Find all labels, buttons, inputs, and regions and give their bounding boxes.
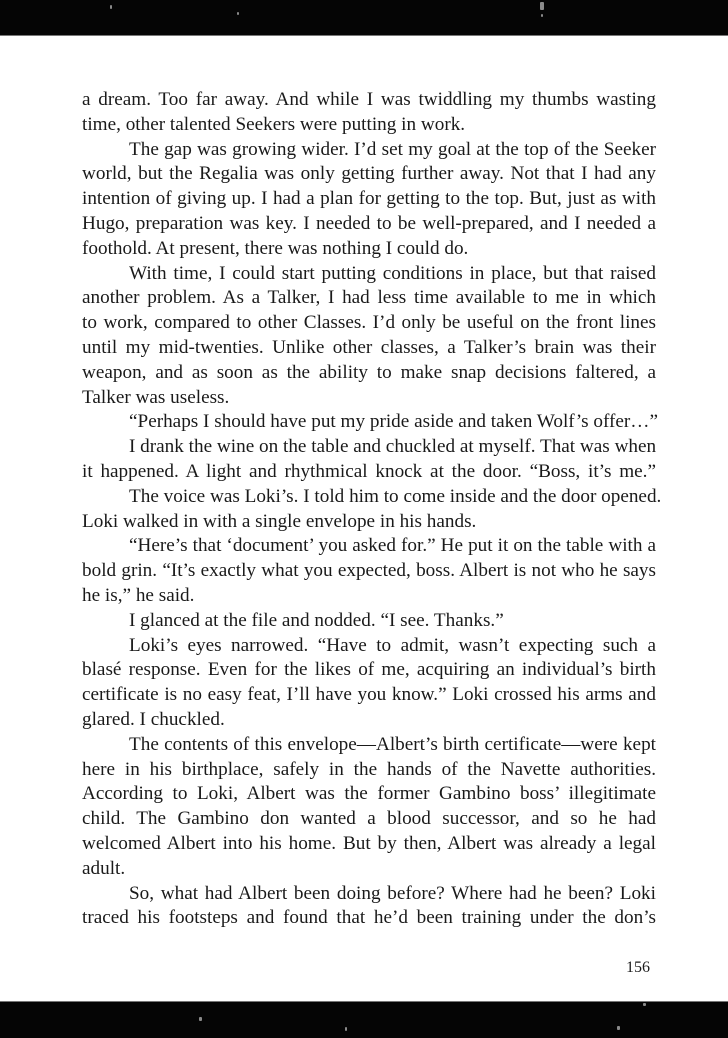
text-line: a dream. Too far away. And while I was twiddling my thumbs wasting <box>82 89 656 110</box>
scan-speck <box>541 14 543 17</box>
text-line: Talker was useless. <box>82 386 230 408</box>
scan-speck <box>540 2 544 10</box>
scan-speck <box>643 1003 646 1006</box>
scan-border-top <box>0 0 728 36</box>
text-line: bold grin. “It’s exactly what you expected, boss. Albert is not who he says <box>82 560 656 582</box>
scan-speck <box>237 12 239 15</box>
text-line: With time, I could start putting conditions in place, but that raised <box>129 262 656 284</box>
text-line: intention of giving up. I had a plan for getting to the top. But, just as with <box>82 188 656 210</box>
text-line: welcomed Albert into his home. But by then, Albert was already a legal <box>82 832 656 854</box>
scan-speck <box>110 5 112 9</box>
text-line: The contents of this envelope—Albert’s birth certificate—were kept <box>129 733 656 755</box>
text-line: foothold. At present, there was nothing I could do. <box>82 237 469 259</box>
text-line: So, what had Albert been doing before? Where had he been? Loki <box>129 882 656 904</box>
text-line: traced his footsteps and found that he’d been training under the don’s <box>82 907 656 929</box>
text-line: child. The Gambino don wanted a blood successor, and so he had <box>82 808 656 830</box>
text-line: Loki walked in with a single envelope in his hands. <box>82 510 477 532</box>
scan-border-bottom <box>0 1001 728 1038</box>
text-line: “Perhaps I should have put my pride aside and taken Wolf’s offer…” <box>129 411 658 433</box>
text-line: I drank the wine on the table and chuckled at myself. That was when <box>129 436 657 458</box>
text-line: here in his birthplace, safely in the hands of the Navette authorities. <box>82 758 656 780</box>
page-body-text <box>82 88 662 931</box>
text-line: certificate is no easy feat, I’ll have you know.” Loki crossed his arms and <box>82 684 656 706</box>
scan-speck <box>345 1027 347 1031</box>
text-line: blasé response. Even for the likes of me, acquiring an individual’s birth <box>82 659 656 681</box>
text-line: another problem. As a Talker, I had less time available to me in which <box>82 287 656 309</box>
page-number: 156 <box>626 959 650 976</box>
text-line: world, but the Regalia was only getting further away. Not that I had any <box>82 163 656 185</box>
text-line: until my mid-twenties. Unlike other classes, a Talker’s brain was their <box>82 336 656 358</box>
scan-speck <box>617 1026 620 1030</box>
text-line: to work, compared to other Classes. I’d only be useful on the front lines <box>82 312 656 334</box>
text-line: he is,” he said. <box>82 584 195 606</box>
text-line: The voice was Loki’s. I told him to come inside and the door opened. <box>129 485 662 507</box>
text-line: adult. <box>82 857 126 879</box>
text-line: Hugo, preparation was key. I needed to be well-prepared, and I needed a <box>82 212 656 234</box>
scan-speck <box>199 1017 202 1021</box>
text-line: weapon, and as soon as the ability to make snap decisions faltered, a <box>82 361 656 383</box>
text-line: The gap was growing wider. I’d set my goal at the top of the Seeker <box>129 138 656 160</box>
text-line: Loki’s eyes narrowed. “Have to admit, wasn’t expecting such a <box>129 634 656 656</box>
text-line: glared. I chuckled. <box>82 708 225 730</box>
text-line: I glanced at the file and nodded. “I see. Thanks.” <box>129 609 504 631</box>
text-line: According to Loki, Albert was the former Gambino boss’ illegitimate <box>82 783 656 805</box>
text-line: “Here’s that ‘document’ you asked for.” He put it on the table with a <box>129 535 656 557</box>
text-line: it happened. A light and rhythmical knock at the door. “Boss, it’s me.” <box>82 460 656 482</box>
text-line: time, other talented Seekers were putting in work. <box>82 113 466 135</box>
